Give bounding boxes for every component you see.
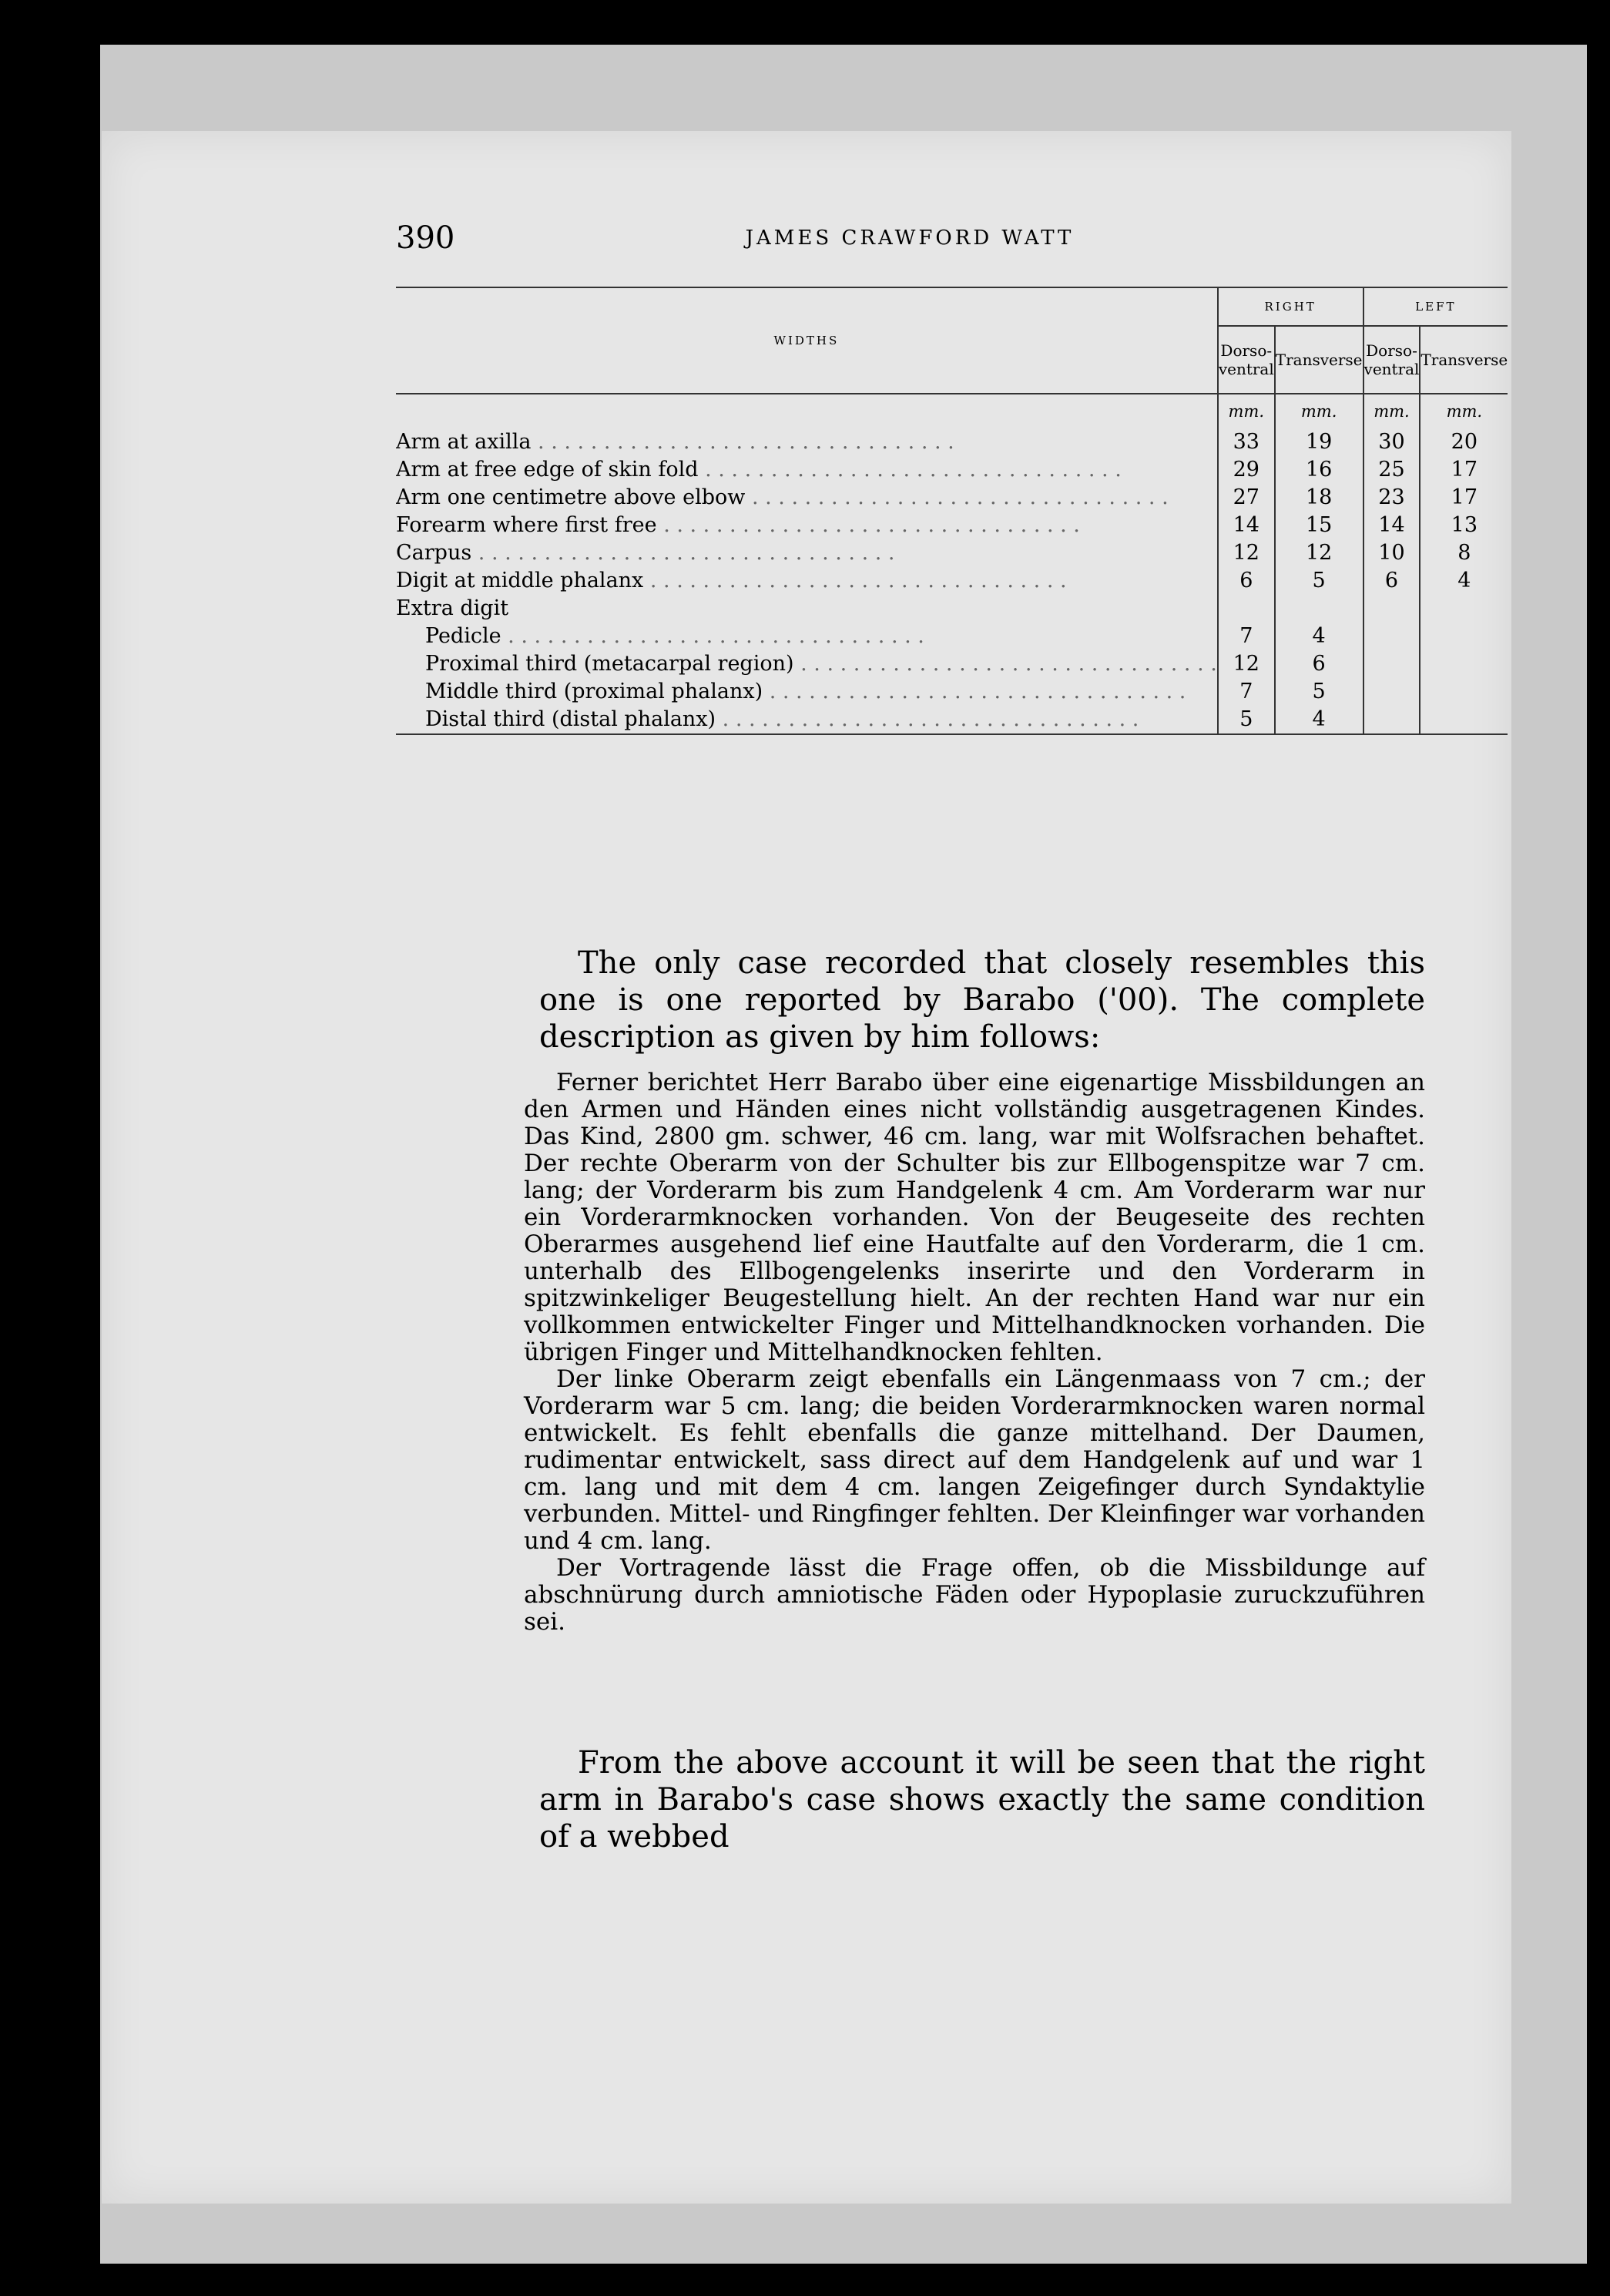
leader-dots: . . . . . . . . . . . . . . . . . . . . . . . . . . . . . . . . [716,707,1139,731]
running-head: JAMES CRAWFORD WATT [745,227,1075,250]
row-label: Extra digit [396,596,509,620]
value-cell: 29 [1218,456,1275,484]
value-cell [1420,595,1508,623]
value-cell: 4 [1420,567,1508,595]
value-cell: 17 [1420,484,1508,512]
closing-text: From the above account it will be seen that the right arm in Barabo's case shows exactly the same condition of a webbed [539,1745,1425,1855]
leader-dots: . . . . . . . . . . . . . . . . . . . . . . . . . . . . . . . . [531,430,954,454]
group-right: RIGHT [1218,287,1363,326]
value-cell: 13 [1420,512,1508,539]
value-cell [1363,678,1420,706]
value-cell: 5 [1218,706,1275,734]
row-label: Arm at free edge of skin fold [396,458,699,482]
value-cell: 6 [1363,567,1420,595]
value-cell [1420,650,1508,678]
value-cell [1420,706,1508,734]
quote-paragraph-2: Der linke Oberarm zeigt ebenfalls ein Längenmaass von 7 cm.; der Vorderarm war 5 cm. lang; die beiden Vorderarmknocken waren normal entwickelt. Es fehlt ebenfalls die ganze mittelhand. Der Daumen, rudimentar entwickelt, sass direct auf dem Handgelenk auf und war 1 cm. lang und mit dem 4 cm. langen Zeigefinger durch Syndaktylie verbunden. Mittel- und Ringfinger fehlten. Der Kleinfinger war vorhanden und 4 cm. lang. [524,1365,1425,1555]
leader-dots: . . . . . . . . . . . . . . . . . . . . . . . . . . . . . . . . [698,458,1122,482]
value-cell: 19 [1275,428,1363,456]
value-cell [1363,650,1420,678]
widths-table [396,287,1508,735]
value-cell [1363,595,1420,623]
table-row [396,595,1508,623]
leader-dots: . . . . . . . . . . . . . . . . . . . . . . . . . . . . . . . . [793,652,1217,676]
table-row [396,539,1508,567]
leader-dots: . . . . . . . . . . . . . . . . . . . . . . . . . . . . . . . . [643,569,1067,592]
value-cell: 20 [1420,428,1508,456]
table-row [396,512,1508,539]
value-cell [1363,706,1420,734]
subheader-left-transverse: Transverse [1420,326,1508,394]
leader-dots: . . . . . . . . . . . . . . . . . . . . . . . . . . . . . . . . [763,680,1186,703]
stub-header: WIDTHS [396,287,1218,394]
german-quotation [524,1069,1425,1636]
value-cell: 30 [1363,428,1420,456]
quote-paragraph-3: Der Vortragende lässt die Frage offen, ob die Missbildunge auf abschnürung durch amniotische Fäden oder Hypoplasie zuruckzuführen sei. [524,1554,1425,1636]
value-cell: 6 [1218,567,1275,595]
value-cell: 33 [1218,428,1275,456]
value-cell: 12 [1218,650,1275,678]
table-row [396,456,1508,484]
row-label: Proximal third (metacarpal region) [425,652,794,676]
unit-cell: mm. [1218,394,1275,428]
table-row [396,706,1508,734]
value-cell: 14 [1218,512,1275,539]
value-cell: 25 [1363,456,1420,484]
value-cell: 5 [1275,678,1363,706]
value-cell: 5 [1275,567,1363,595]
value-cell: 10 [1363,539,1420,567]
table-row [396,428,1508,456]
table-row [396,484,1508,512]
subheader-left-dorsoventral: Dorso-ventral [1363,326,1420,394]
row-label: Arm at axilla [396,430,532,454]
page-header [396,220,1424,267]
row-label: Middle third (proximal phalanx) [425,680,763,703]
value-cell: 7 [1218,623,1275,650]
leader-dots: . . . . . . . . . . . . . . . . . . . . . . . . . . . . . . . . [471,541,895,565]
unit-cell: mm. [1275,394,1363,428]
value-cell: 4 [1275,706,1363,734]
value-cell: 4 [1275,623,1363,650]
table-row [396,623,1508,650]
leader-dots: . . . . . . . . . . . . . . . . . . . . . . . . . . . . . . . . [501,624,924,648]
value-cell: 12 [1275,539,1363,567]
row-label: Carpus [396,541,472,565]
value-cell: 8 [1420,539,1508,567]
subheader-right-transverse: Transverse [1275,326,1363,394]
value-cell [1420,678,1508,706]
table-row [396,678,1508,706]
value-cell [1420,623,1508,650]
value-cell: 23 [1363,484,1420,512]
table-row [396,567,1508,595]
value-cell: 7 [1218,678,1275,706]
leader-dots: . . . . . . . . . . . . . . . . . . . . . . . . . . . . . . . . [656,513,1080,537]
unit-cell: mm. [1420,394,1508,428]
group-left: LEFT [1363,287,1508,326]
quote-paragraph-1: Ferner berichtet Herr Barabo über eine eigenartige Missbildungen an den Armen und Händen eines nicht vollständig ausgetragenen Kindes. Das Kind, 2800 gm. schwer, 46 cm. lang, war mit Wolfsrachen behaftet. Der rechte Oberarm von der Schulter bis zur Ellbogenspitze war 7 cm. lang; der Vorderarm bis zum Handgelenk 4 cm. Am Vorderarm war nur ein Vorderarmknocken vorhanden. Von der Beugeseite des rechten Oberarmes ausgehend lief eine Hautfalte auf den Vorderarm, die 1 cm. unterhalb des Ellbogengelenks inserirte und den Vorderarm in spitzwinkeliger Beugestellung hielt. An der rechten Hand war nur ein vollkommen entwickelter Finger und Mittelhandknocken vorhanden. Die übrigen Finger und Mittelhandknocken fehlten. [524,1069,1425,1366]
value-cell: 17 [1420,456,1508,484]
subheader-right-dorsoventral: Dorso-ventral [1218,326,1275,394]
value-cell [1218,595,1275,623]
intro-paragraph [539,945,1425,1056]
row-label: Pedicle [425,624,501,648]
leader-dots: . . . . . . . . . . . . . . . . . . . . . . . . . . . . . . . . [745,485,1169,509]
closing-paragraph [539,1744,1425,1855]
value-cell: 15 [1275,512,1363,539]
row-label: Forearm where first free [396,513,657,537]
value-cell: 14 [1363,512,1420,539]
intro-text: The only case recorded that closely resembles this one is one reported by Barabo ('00). The complete description as given by him follows: [539,945,1425,1055]
row-label: Distal third (distal phalanx) [425,707,716,731]
row-label: Digit at middle phalanx [396,569,644,592]
unit-cell: mm. [1363,394,1420,428]
page-number: 390 [396,220,455,256]
table-row [396,650,1508,678]
value-cell: 16 [1275,456,1363,484]
value-cell [1275,595,1363,623]
row-label: Arm one centimetre above elbow [396,485,746,509]
value-cell: 27 [1218,484,1275,512]
value-cell: 6 [1275,650,1363,678]
value-cell: 18 [1275,484,1363,512]
value-cell: 12 [1218,539,1275,567]
value-cell [1363,623,1420,650]
